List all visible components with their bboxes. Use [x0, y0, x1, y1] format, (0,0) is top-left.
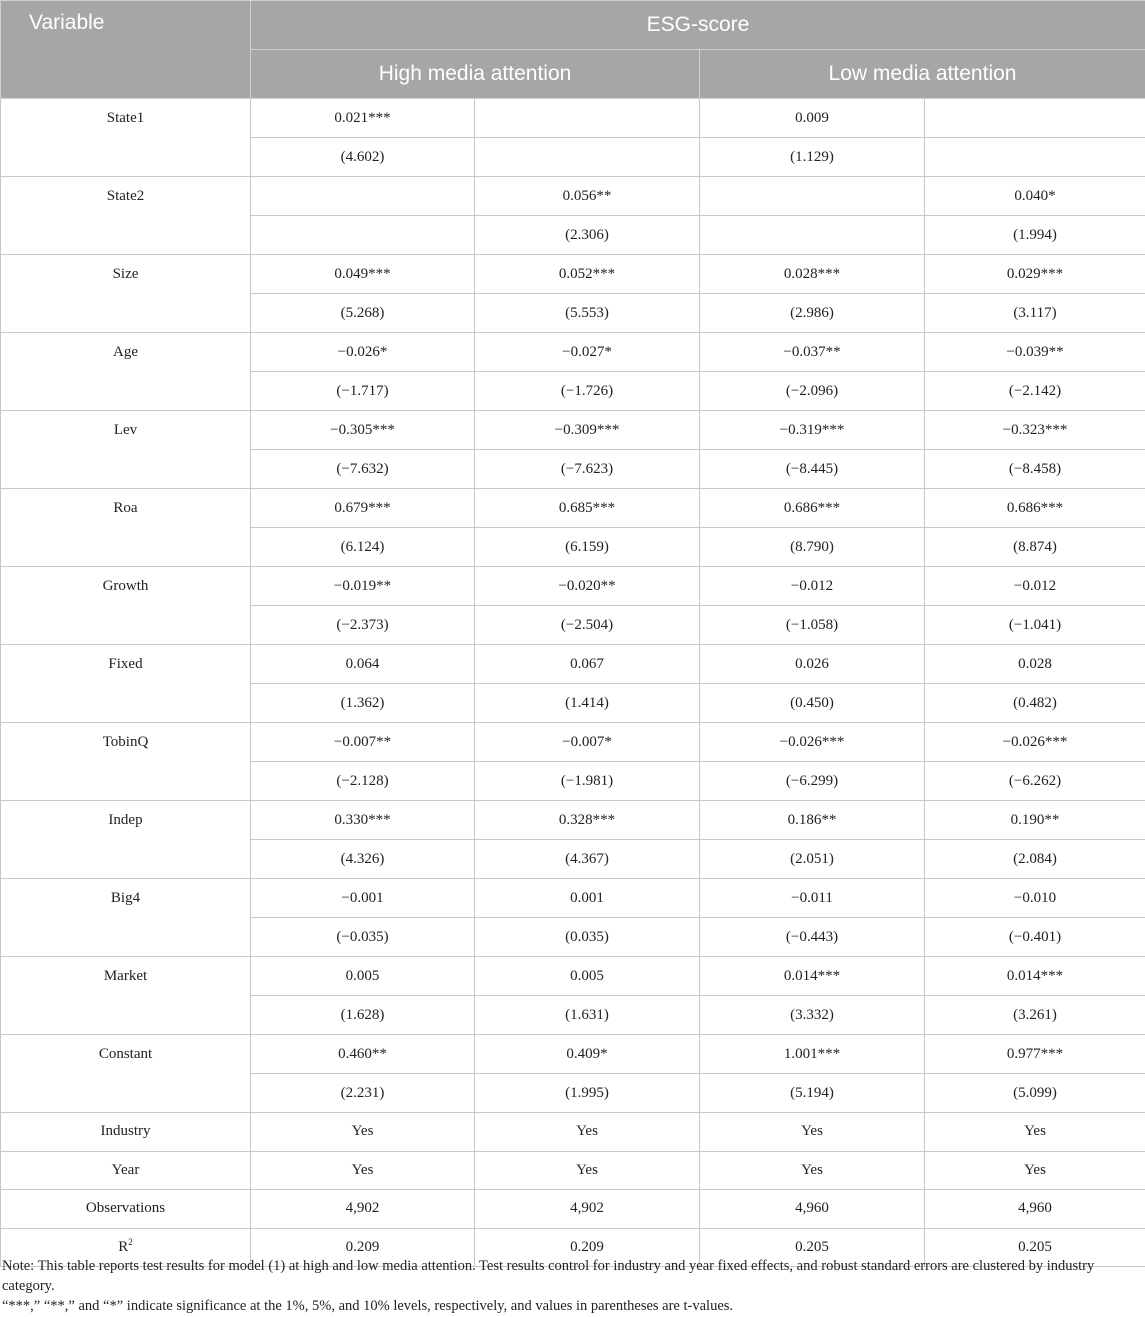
coefficient-cell: −0.007**	[251, 723, 475, 762]
variable-name-text: R	[118, 1238, 129, 1255]
t-value-cell: (1.631)	[475, 996, 700, 1035]
value-cell: 0.209	[475, 1228, 700, 1267]
coefficient-cell: −0.027*	[475, 333, 700, 372]
t-value-cell: (−1.726)	[475, 372, 700, 411]
t-value-cell: (−2.504)	[475, 606, 700, 645]
variable-name: Lev	[1, 411, 251, 489]
coefficient-cell: 0.029***	[925, 255, 1145, 294]
t-value-cell: (−0.443)	[700, 918, 925, 957]
table-row	[1, 333, 1145, 372]
coefficient-cell: −0.019**	[251, 567, 475, 606]
high-media-attention-header: High media attention	[251, 50, 700, 99]
t-value-cell: (−1.981)	[475, 762, 700, 801]
table-body	[1, 99, 1145, 1267]
table-row	[1, 801, 1145, 840]
table-row	[1, 177, 1145, 216]
value-cell: Yes	[251, 1151, 475, 1190]
esg-score-header: ESG-score	[251, 1, 1145, 50]
coefficient-cell: 0.052***	[475, 255, 700, 294]
t-value-cell: (−8.458)	[925, 450, 1145, 489]
t-value-cell: (−8.445)	[700, 450, 925, 489]
variable-name: Market	[1, 957, 251, 1035]
value-cell: Yes	[251, 1113, 475, 1152]
coefficient-cell: −0.020**	[475, 567, 700, 606]
note-text: Note: This table reports test results for model (1) at high and low media attention. Test results control for industry and year fixed effects, and robust standard errors are clustered by industry category.	[2, 1258, 1095, 1294]
t-value-cell: (1.994)	[925, 216, 1145, 255]
table-note	[2, 1256, 1142, 1316]
value-cell: 0.205	[700, 1228, 925, 1267]
t-value-cell: (−2.373)	[251, 606, 475, 645]
coefficient-cell: −0.026***	[700, 723, 925, 762]
t-value-cell: (−1.058)	[700, 606, 925, 645]
coefficient-cell: 0.330***	[251, 801, 475, 840]
coefficient-cell: 0.067	[475, 645, 700, 684]
t-value-cell: (1.129)	[700, 138, 925, 177]
t-value-cell: (3.261)	[925, 996, 1145, 1035]
significance-note: “***,” “**,” and “*” indicate significance at the 1%, 5%, and 10% levels, respectively, and values in parentheses are t-values.	[2, 1298, 734, 1314]
variable-name: TobinQ	[1, 723, 251, 801]
coefficient-cell: 0.064	[251, 645, 475, 684]
table-row	[1, 957, 1145, 996]
value-cell: Yes	[925, 1113, 1145, 1152]
t-value-cell: (2.084)	[925, 840, 1145, 879]
coefficient-cell	[700, 177, 925, 216]
coefficient-cell: 0.190**	[925, 801, 1145, 840]
value-cell: 4,960	[925, 1190, 1145, 1229]
coefficient-cell: −0.319***	[700, 411, 925, 450]
t-value-cell: (−7.632)	[251, 450, 475, 489]
t-value-cell: (4.326)	[251, 840, 475, 879]
variable-name-text: Observations	[85, 1200, 166, 1217]
t-value-cell: (8.790)	[700, 528, 925, 567]
coefficient-cell: 0.685***	[475, 489, 700, 528]
coefficient-cell: −0.012	[925, 567, 1145, 606]
t-value-cell: (1.414)	[475, 684, 700, 723]
table-row	[1, 1190, 1145, 1229]
t-value-cell: (4.602)	[251, 138, 475, 177]
t-value-cell	[251, 216, 475, 255]
coefficient-cell: 0.014***	[925, 957, 1145, 996]
t-value-cell: (−1.717)	[251, 372, 475, 411]
table-row	[1, 489, 1145, 528]
coefficient-cell: −0.323***	[925, 411, 1145, 450]
coefficient-cell: 0.001	[475, 879, 700, 918]
variable-name: State2	[1, 177, 251, 255]
t-value-cell: (5.099)	[925, 1074, 1145, 1113]
coefficient-cell: 0.679***	[251, 489, 475, 528]
coefficient-cell: 0.328***	[475, 801, 700, 840]
coefficient-cell: 0.686***	[700, 489, 925, 528]
coefficient-cell: 0.005	[475, 957, 700, 996]
t-value-cell: (−6.299)	[700, 762, 925, 801]
coefficient-cell: 0.977***	[925, 1035, 1145, 1074]
coefficient-cell: −0.039**	[925, 333, 1145, 372]
coefficient-cell: 0.049***	[251, 255, 475, 294]
coefficient-cell: 0.028	[925, 645, 1145, 684]
variable-column-header: Variable	[1, 1, 251, 99]
variable-name: Indep	[1, 801, 251, 879]
t-value-cell	[925, 138, 1145, 177]
t-value-cell: (8.874)	[925, 528, 1145, 567]
coefficient-cell: −0.026***	[925, 723, 1145, 762]
value-cell: 4,960	[700, 1190, 925, 1229]
coefficient-cell: −0.001	[251, 879, 475, 918]
t-value-cell: (−2.142)	[925, 372, 1145, 411]
table-row	[1, 1113, 1145, 1152]
t-value-cell: (2.986)	[700, 294, 925, 333]
t-value-cell: (1.995)	[475, 1074, 700, 1113]
coefficient-cell: 0.409*	[475, 1035, 700, 1074]
variable-name: Constant	[1, 1035, 251, 1113]
value-cell: 4,902	[475, 1190, 700, 1229]
value-cell: Yes	[700, 1151, 925, 1190]
t-value-cell: (−1.041)	[925, 606, 1145, 645]
table-row	[1, 411, 1145, 450]
coefficient-cell: 0.026	[700, 645, 925, 684]
value-cell: 4,902	[251, 1190, 475, 1229]
coefficient-cell: 0.056**	[475, 177, 700, 216]
t-value-cell: (4.367)	[475, 840, 700, 879]
coefficient-cell: 0.686***	[925, 489, 1145, 528]
t-value-cell: (2.231)	[251, 1074, 475, 1113]
coefficient-cell: −0.012	[700, 567, 925, 606]
t-value-cell: (−2.128)	[251, 762, 475, 801]
coefficient-cell: −0.026*	[251, 333, 475, 372]
value-cell: 0.205	[925, 1228, 1145, 1267]
t-value-cell	[700, 216, 925, 255]
variable-name: Age	[1, 333, 251, 411]
variable-name: Size	[1, 255, 251, 333]
value-cell: Yes	[475, 1151, 700, 1190]
coefficient-cell: 0.021***	[251, 99, 475, 138]
table-row	[1, 879, 1145, 918]
table-row	[1, 1035, 1145, 1074]
table-row	[1, 99, 1145, 138]
coefficient-cell: 0.009	[700, 99, 925, 138]
coefficient-cell: −0.305***	[251, 411, 475, 450]
coefficient-cell: 0.005	[251, 957, 475, 996]
coefficient-cell: 0.028***	[700, 255, 925, 294]
variable-name: Big4	[1, 879, 251, 957]
variable-name-text: Year	[111, 1161, 140, 1178]
t-value-cell: (3.117)	[925, 294, 1145, 333]
variable-name: State1	[1, 99, 251, 177]
low-media-attention-header: Low media attention	[700, 50, 1145, 99]
t-value-cell: (0.035)	[475, 918, 700, 957]
coefficient-cell: −0.309***	[475, 411, 700, 450]
coefficient-cell	[475, 99, 700, 138]
t-value-cell: (0.450)	[700, 684, 925, 723]
t-value-cell: (5.194)	[700, 1074, 925, 1113]
coefficient-cell: −0.007*	[475, 723, 700, 762]
variable-name: Roa	[1, 489, 251, 567]
coefficient-cell: 1.001***	[700, 1035, 925, 1074]
t-value-cell: (5.553)	[475, 294, 700, 333]
t-value-cell: (−7.623)	[475, 450, 700, 489]
coefficient-cell: −0.011	[700, 879, 925, 918]
t-value-cell: (5.268)	[251, 294, 475, 333]
t-value-cell: (2.051)	[700, 840, 925, 879]
value-cell: Yes	[925, 1151, 1145, 1190]
coefficient-cell: 0.460**	[251, 1035, 475, 1074]
coefficient-cell: 0.040*	[925, 177, 1145, 216]
t-value-cell: (1.628)	[251, 996, 475, 1035]
superscript: 2	[128, 1236, 133, 1247]
t-value-cell: (6.159)	[475, 528, 700, 567]
coefficient-cell	[925, 99, 1145, 138]
value-cell: Yes	[475, 1113, 700, 1152]
t-value-cell	[475, 138, 700, 177]
table-row	[1, 1151, 1145, 1190]
table-row	[1, 723, 1145, 762]
coefficient-cell	[251, 177, 475, 216]
t-value-cell: (1.362)	[251, 684, 475, 723]
table-row	[1, 645, 1145, 684]
variable-name: Fixed	[1, 645, 251, 723]
variable-name-text: Industry	[100, 1123, 151, 1140]
table-row	[1, 255, 1145, 294]
t-value-cell: (3.332)	[700, 996, 925, 1035]
variable-name	[1, 1113, 251, 1152]
coefficient-cell: 0.014***	[700, 957, 925, 996]
t-value-cell: (2.306)	[475, 216, 700, 255]
value-cell: 0.209	[251, 1228, 475, 1267]
coefficient-cell: 0.186**	[700, 801, 925, 840]
variable-name: Growth	[1, 567, 251, 645]
coefficient-cell: −0.010	[925, 879, 1145, 918]
t-value-cell: (0.482)	[925, 684, 1145, 723]
t-value-cell: (6.124)	[251, 528, 475, 567]
t-value-cell: (−0.401)	[925, 918, 1145, 957]
value-cell: Yes	[700, 1113, 925, 1152]
t-value-cell: (−2.096)	[700, 372, 925, 411]
variable-name	[1, 1151, 251, 1190]
coefficient-cell: −0.037**	[700, 333, 925, 372]
t-value-cell: (−6.262)	[925, 762, 1145, 801]
t-value-cell: (−0.035)	[251, 918, 475, 957]
variable-name	[1, 1190, 251, 1229]
table-row	[1, 567, 1145, 606]
